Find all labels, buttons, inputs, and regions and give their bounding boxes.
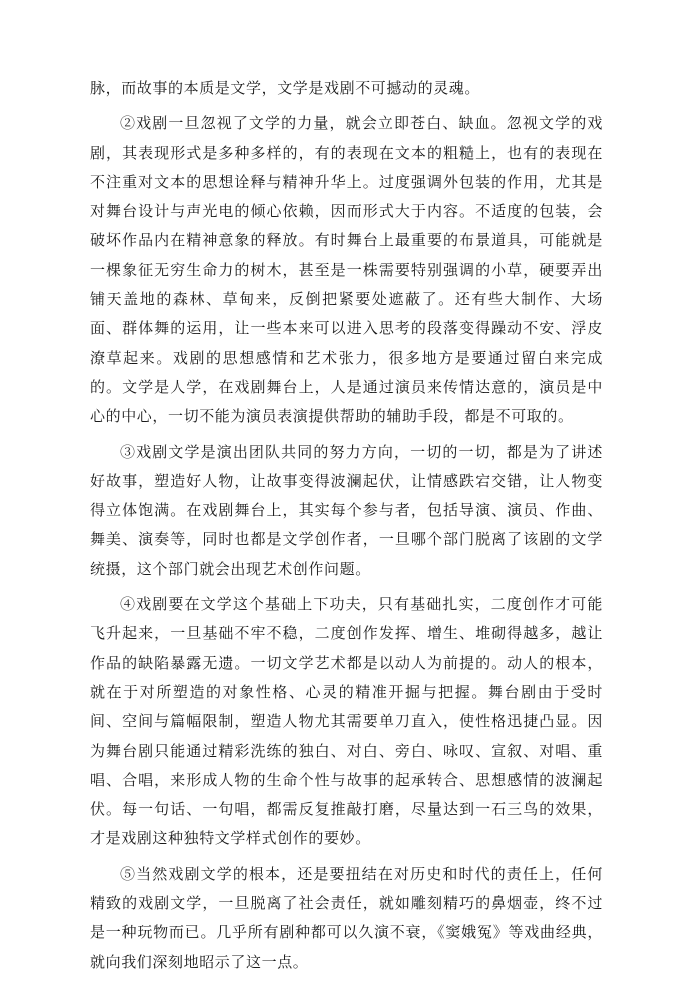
- paragraph-continuation: 脉，而故事的本质是文学，文学是戏剧不可撼动的灵魂。: [90, 79, 481, 97]
- paragraph-3: ③戏剧文学是演出团队共同的努力方向，一切的一切，都是为了讲述好故事，塑造好人物，让故事变得波澜起伏，让情感跌宕交错，让人物变得立体饱满。在戏剧舞台上，其实每个参与者，包括导演、演员、作曲、舞美、演奏等，同时也都是文学创作者，一旦哪个部门脱离了该剧的文学统摄，这个部门就会出现艺术创作问题。: [90, 442, 603, 578]
- paragraph-2: ②戏剧一旦忽视了文学的力量，就会立即苍白、缺血。忽视文学的戏剧，其表现形式是多种多样的，有的表现在文本的粗糙上，也有的表现在不注重对文本的思想诠释与精神升华上。过度强调外包装的作用，尤其是对舞台设计与声光电的倾心依赖，因而形式大于内容。不适度的包装，会破坏作品内在精神意象的释放。有时舞台上最重要的布景道具，可能就是一棵象征无穷生命力的树木，甚至是一株需要特别强调的小草，硬要弄出铺天盖地的森林、草甸来，反倒把紧要处遮蔽了。还有些大制作、大场面、群体舞的运用，让一些本来可以进入思考的段落变得躁动不安、浮皮潦草起来。戏剧的思想感情和艺术张力，很多地方是要通过留白来完成的。文学是人学，在戏剧舞台上，人是通过演员来传情达意的，演员是中心的中心，一切不能为演员表演提供帮助的辅助手段，都是不可取的。: [90, 114, 603, 426]
- paragraph-4: ④戏剧要在文学这个基础上下功夫，只有基础扎实，二度创作才可能飞升起来，一旦基础不牢不稳，二度创作发挥、增生、堆砌得越多，越让作品的缺陷暴露无遗。一切文学艺术都是以动人为前提的。动人的根本，就在于对所塑造的对象性格、心灵的精准开掘与把握。舞台剧由于受时间、空间与篇幅限制，塑造人物尤其需要单刀直入，使性格迅捷凸显。因为舞台剧只能通过精彩洗练的独白、对白、旁白、咏叹、宣叙、对唱、重唱、合唱，来形成人物的生命个性与故事的起承转合、思想感情的波澜起伏。每一句话、一句唱，都需反复推敲打磨，尽量达到一石三鸟的效果，才是戏剧这种独特文学样式创作的要妙。: [90, 595, 603, 848]
- paragraph-5: ⑤当然戏剧文学的根本，还是要扭结在对历史和时代的责任上，任何精致的戏剧文学，一旦脱离了社会责任，就如雕刻精巧的鼻烟壶，终不过是一种玩物而已。几乎所有剧种都可以久演不衰，《窦娥冤》等戏曲经典，就向我们深刻地昭示了这一点。: [90, 864, 603, 971]
- document-body: [90, 74, 603, 983]
